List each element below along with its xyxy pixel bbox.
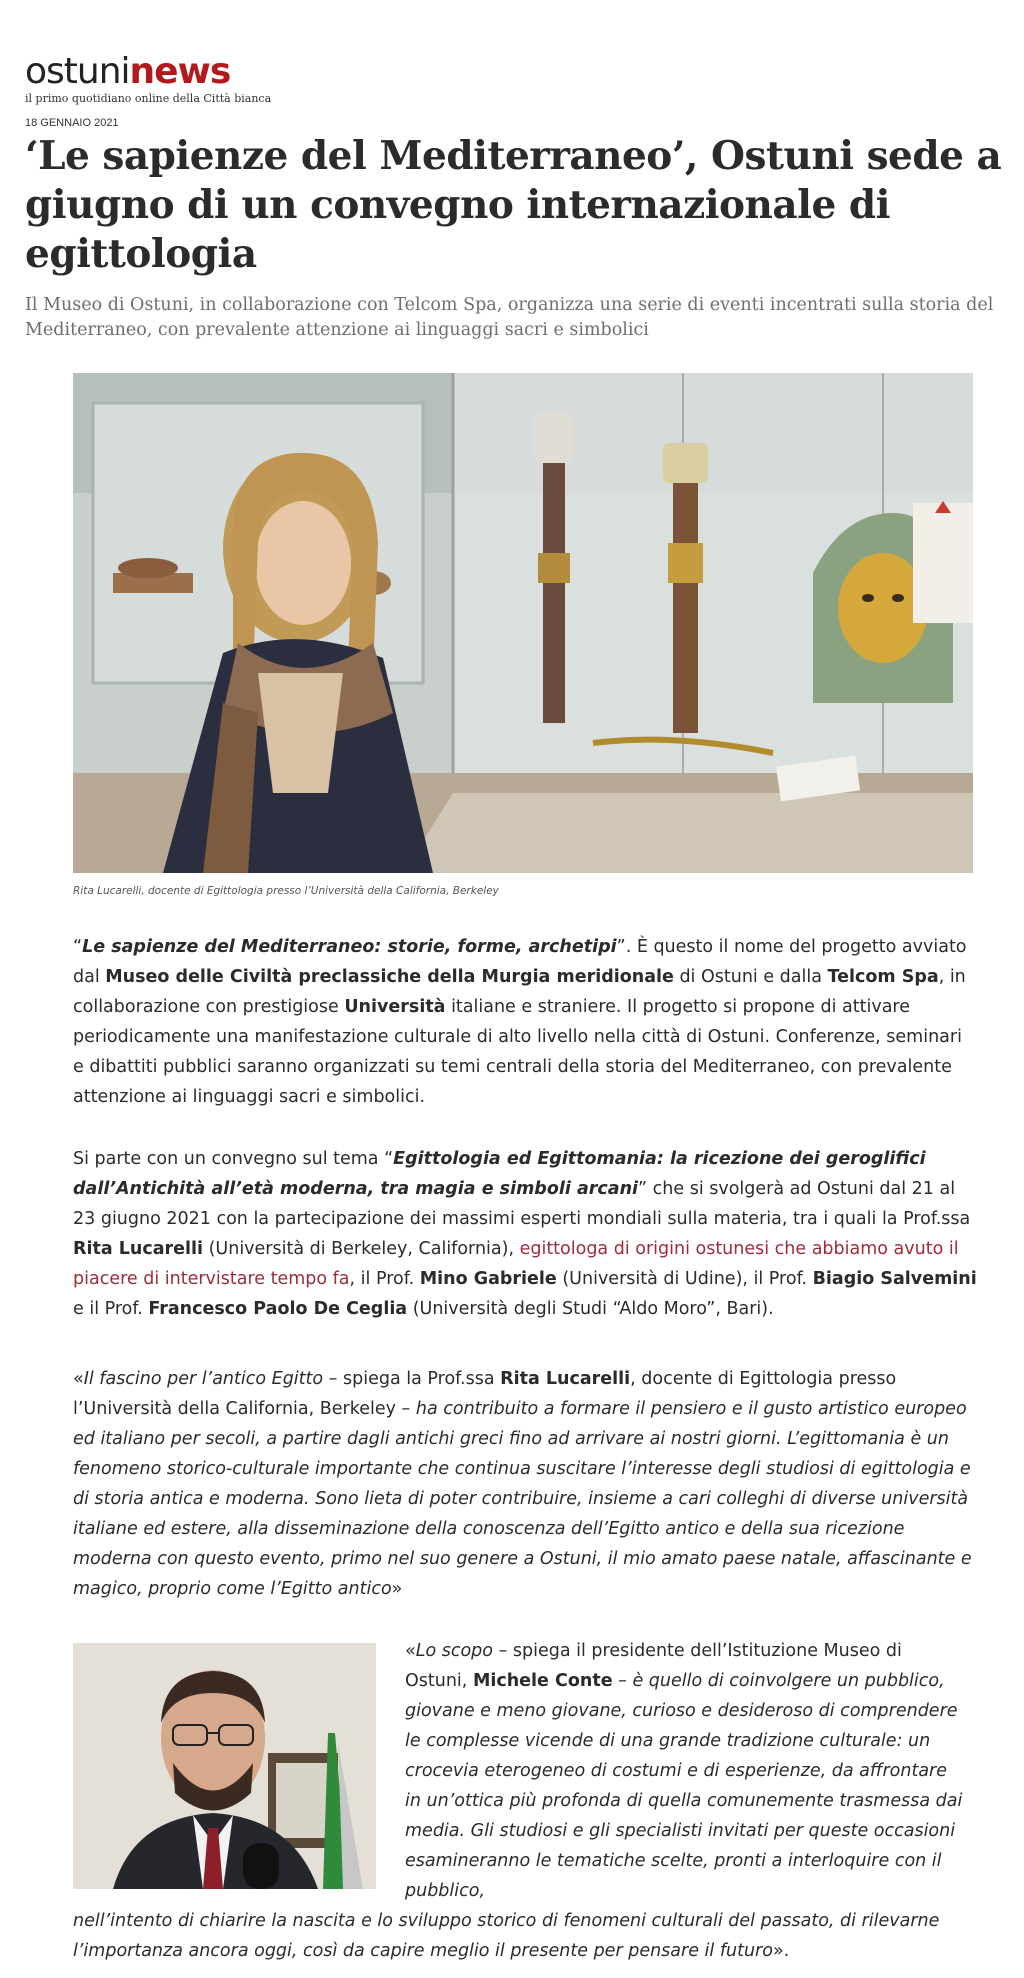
universita-word: Università [344, 997, 446, 1017]
logo-text-news: news [129, 51, 231, 92]
masthead [25, 52, 271, 105]
p2-text-2: ” che si svolgerà ad Ostuni dal 21 al 23 giugno 2021 con la partecipazione dei massimi esperti mondiali sulla materia, tra i quali la Prof.ssa [73, 1179, 971, 1229]
conference-theme: Egittologia ed Egittomania: la ricezione dei geroglifici dall’Antichità all’età moderna, tra magia e simboli arcani [73, 1149, 926, 1199]
site-logo[interactable] [25, 52, 271, 92]
q1-text-1: – spiega la Prof.ssa [323, 1369, 501, 1389]
p2-text-3: (Università di Berkeley, California), [203, 1239, 520, 1259]
logo-text-ostuni: ostuni [25, 51, 130, 92]
q2-open: « [405, 1641, 416, 1661]
q1-italic-2: ha contribuito a formare il pensiero e il gusto artistico europeo ed italiano per secoli, a partire dagli antichi greci fino ad arrivare ai nostri giorni. L’egittomania è un fenomeno storico-culturale importante che continua suscitare l’interesse degli studiosi di egittologia e di storia antica e moderna. Sono lieta di poter contribuire, insieme a cari colleghi di diverse università italiane ed estere, alla disseminazione della conoscenza dell’Egitto antico e della sua ricezione moderna con questo evento, primo nel suo genere a Ostuni, il mio amato paese natale, affascinante e magico, proprio come l’Egitto antico [73, 1399, 972, 1599]
q2-close: ». [772, 1941, 790, 1961]
q2-italic-1: Lo scopo [415, 1641, 493, 1661]
q2-italic-2: è quello di coinvolgere un pubblico, giovane e meno giovane, curioso e desideroso di comprendere le complesse vicende di una grande tradizione culturale: un crocevia eterogeneo di costumi e di esperienze, da affrontare in un’ottica più profonda di quella comunemente trasmessa dai media. Gli studiosi e gli specialisti invitati per queste occasioni esamineranno le tematiche scelte, pronti a interloquire con il pubblico, [405, 1671, 963, 1901]
photo-caption: Rita Lucarelli, docente di Egittologia presso l’Università della California, Berkeley [73, 885, 499, 897]
p2-text-7: (Università degli Studi “Aldo Moro”, Bari). [407, 1299, 774, 1319]
p1-text-4: italiane e straniere. Il progetto si propone di attivare periodicamente una manifestazione culturale di alto livello nella città di Ostuni. Conferenze, seminari e dibattiti pubblici saranno organizzati su temi centrali della storia del Mediterraneo, con prevalente attenzione ai linguaggi sacri e simbolici. [73, 997, 962, 1107]
speaker-name-2: Mino Gabriele [419, 1269, 557, 1289]
q2-italic-3: nell’intento di chiarire la nascita e lo sviluppo storico di fenomeni culturali del passato, di rilevarne l’importanza ancora oggi, così da capire meglio il presente per pensare il futuro [73, 1911, 940, 1961]
quote-conte-continued [73, 1906, 978, 1966]
interview-link[interactable]: egittologa di origini ostunesi che abbiamo avuto il piacere di intervistare tempo fa [73, 1239, 959, 1289]
quote-lucarelli [73, 1364, 978, 1604]
article-photo-conte [73, 1643, 376, 1889]
quote-conte [405, 1636, 965, 1906]
museum-photo-illustration [73, 373, 973, 873]
p1-text-2: di Ostuni e dalla [673, 967, 828, 987]
q2-speaker-name: Michele Conte [472, 1671, 613, 1691]
speaker-name-4: Francesco Paolo De Ceglia [148, 1299, 408, 1319]
article-photo-museum [73, 373, 973, 873]
article-paragraph-1 [73, 932, 978, 1112]
article-paragraph-2 [73, 1144, 978, 1324]
q2-text-2: – [612, 1671, 633, 1691]
article-title: ‘Le sapienze del Mediterraneo’, Ostuni sede a giugno di un convegno internazionale di egittologia [25, 133, 1002, 277]
project-name: Le sapienze del Mediterraneo: storie, forme, archetipi [82, 937, 617, 957]
p2-text-6: e il Prof. [73, 1299, 149, 1319]
q1-open: « [73, 1369, 84, 1389]
article-date: 18 GENNAIO 2021 [25, 117, 119, 129]
q1-italic-1: Il fascino per l’antico Egitto [83, 1369, 324, 1389]
q1-text-2: , docente di Egittologia presso l’Università della California, Berkeley – [73, 1369, 897, 1419]
portrait-photo-illustration [73, 1643, 376, 1889]
p1-text-1: ”. È questo il nome del progetto avviato dal [73, 937, 967, 987]
q2-text-1: – spiega il presidente dell’Istituzione Museo di Ostuni, [405, 1641, 902, 1691]
telcom-name: Telcom Spa [827, 967, 939, 987]
museum-name: Museo delle Civiltà preclassiche della Murgia meridionale [105, 967, 674, 987]
q1-speaker-name: Rita Lucarelli [500, 1369, 631, 1389]
article-subtitle: Il Museo di Ostuni, in collaborazione con Telcom Spa, organizza una serie di eventi incentrati sulla storia del Mediterraneo, con prevalente attenzione ai linguaggi sacri e simbolici [25, 295, 994, 340]
p1-text-3: , in collaborazione con prestigiose [73, 967, 966, 1017]
p2-text-5: (Università di Udine), il Prof. [556, 1269, 813, 1289]
p2-text-4: , il Prof. [349, 1269, 420, 1289]
p2-text-1: Si parte con un convegno sul tema “ [73, 1149, 394, 1169]
site-tagline: il primo quotidiano online della Città bianca [25, 92, 272, 105]
speaker-name-3: Biagio Salvemini [812, 1269, 977, 1289]
p1-open-quote: “ [73, 937, 83, 957]
q1-close: » [391, 1579, 403, 1599]
speaker-name-1: Rita Lucarelli [73, 1239, 204, 1259]
